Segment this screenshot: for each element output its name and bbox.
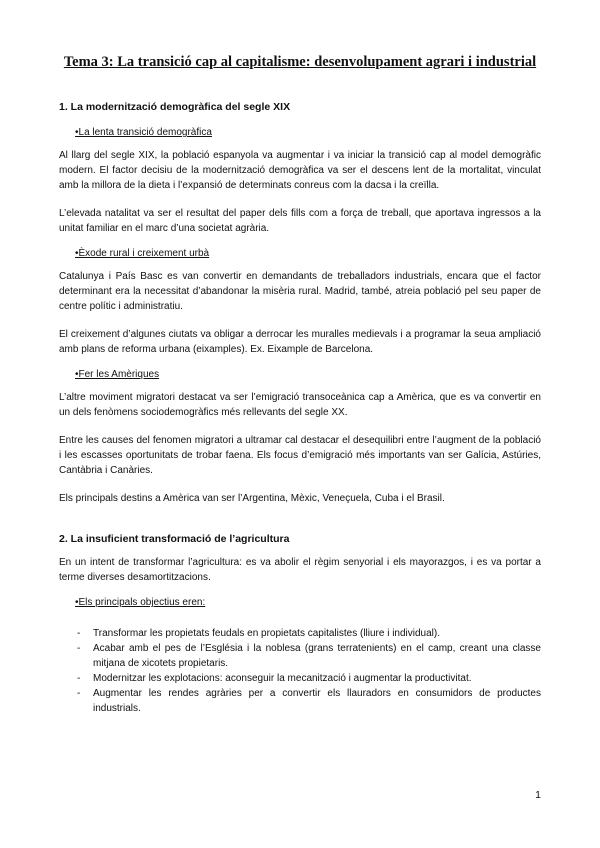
subsection-heading: •Fer les Amèriques (75, 369, 160, 380)
list-item-text: Acabar amb el pes de l’Església i la noblesa (grans terratenients) en el camp, creant una classe mitjana de xicotets propietaris. (93, 643, 541, 669)
paragraph: L’altre moviment migratori destacat va ser l’emigració transoceànica cap a Amèrica, que es va convertir en un dels fenòmens sociodemogràfics més rellevants del segle XX. (59, 392, 541, 418)
dash-bullet: - (77, 688, 81, 699)
paragraph: Catalunya i País Basc es van convertir en demandants de treballadors industrials, encara que el factor determinant era la necessitat d’abandonar la misèria rural. Madrid, també, atreia població pel seu paper de centre polític i administratiu. (59, 271, 541, 312)
section-1-heading: 1. La modernització demogràfica del segle XIX (59, 101, 291, 113)
list-item-text: Modernitzar les explotacions: aconseguir la mecanització i augmentar la productivitat. (93, 673, 472, 684)
paragraph: Al llarg del segle XIX, la població espanyola va augmentar i va iniciar la transició cap al model demogràfic modern. El factor decisiu de la modernització demogràfica va ser el descens lent de la mortalitat, vinculat amb la millora de la dieta i l’expansió de determinats conreus com la dacsa i la creïlla. (59, 150, 541, 191)
list-item (59, 671, 541, 686)
subsection-heading: •La lenta transició demogràfica (75, 127, 212, 138)
list-item-text: Augmentar les rendes agràries per a convertir els llauradors en consumidors de productes industrials. (93, 688, 541, 714)
paragraph: Els principals destins a Amèrica van ser l’Argentina, Mèxic, Veneçuela, Cuba i el Brasil. (59, 493, 445, 504)
subsection-heading: •Èxode rural i creixement urbà (75, 248, 210, 259)
dash-bullet: - (77, 643, 81, 654)
list-item (59, 686, 541, 716)
paragraph: El creixement d’algunes ciutats va obligar a derrocar les muralles medievals i a programar la seua ampliació amb plans de reforma urbana (eixamples). Ex. Eixample de Barcelona. (59, 329, 541, 355)
subsection-heading: •Els principals objectius eren: (75, 597, 206, 608)
list-item (59, 641, 541, 671)
paragraph: Entre les causes del fenomen migratori a ultramar cal destacar el desequilibri entre l’augment de la població i les escasses oportunitats de trobar faena. Els focus d’emigració més importants van ser Galícia, Astúries, Cantàbria i Canàries. (59, 435, 541, 476)
section-2-heading: 2. La insuficient transformació de l’agricultura (59, 533, 290, 545)
page-number: 1 (535, 789, 541, 801)
objectives-list (59, 626, 541, 716)
dash-bullet: - (77, 628, 81, 639)
list-item-text: Transformar les propietats feudals en propietats capitalistes (lliure i individual). (93, 628, 441, 639)
list-item (59, 626, 541, 641)
paragraph: L’elevada natalitat va ser el resultat del paper dels fills com a força de treball, que aportava ingressos a la unitat familiar en el marc d’una societat agrària. (59, 208, 541, 234)
document-title: Tema 3: La transició cap al capitalisme: desenvolupament agrari i industrial (63, 54, 537, 70)
dash-bullet: - (77, 673, 81, 684)
paragraph: En un intent de transformar l’agricultura: es va abolir el règim senyorial i els mayorazgos, i es va portar a terme diverses desamortitzacions. (59, 557, 541, 583)
